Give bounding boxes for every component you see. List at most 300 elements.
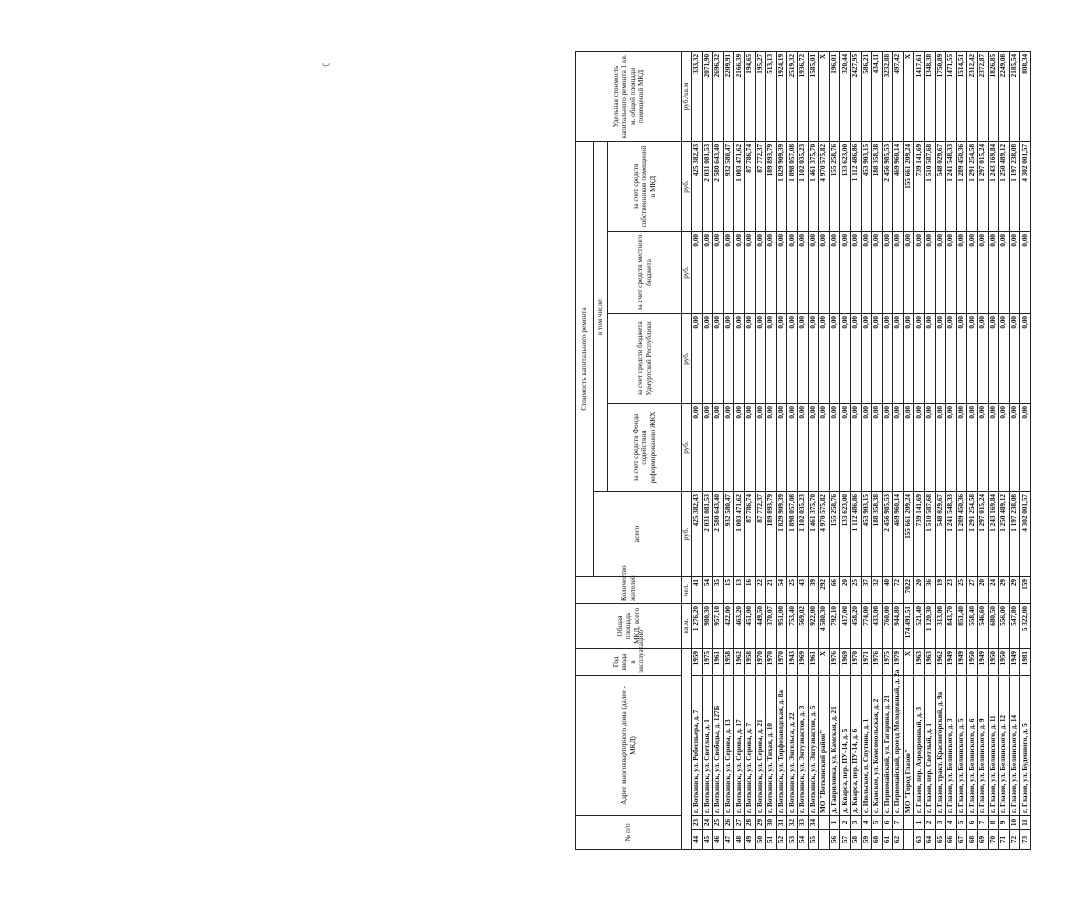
subtotal-row (766, 51, 777, 849)
cell-rep: 0,00 (914, 313, 925, 403)
unit-area: кв.м. (682, 603, 692, 648)
cell-total: 1 289 450,36 (956, 491, 967, 576)
cell-unit: 1826,85 (988, 51, 999, 141)
cell-rep: 0,00 (988, 313, 999, 403)
cell-year: 1961 (713, 648, 724, 675)
cell-addr: г. Глазов, ул. Белинского, д. 11 (988, 675, 999, 815)
cell-k (819, 815, 830, 829)
cell-rep: 0,00 (734, 313, 745, 403)
cell-n: 64 (925, 830, 936, 850)
cell-year: 1963 (914, 648, 925, 675)
cell-own: 1 461 375,70 (808, 141, 819, 231)
cell-rep: 0,00 (776, 313, 787, 403)
cell-n: 51 (766, 830, 777, 850)
cell-unit: 2185,54 (1009, 51, 1020, 141)
cell-res: 32 (872, 576, 883, 603)
cell-addr: г. Воткинск, ул. Энтузиастов, д. 3 (797, 675, 808, 815)
subtotal-row (692, 51, 703, 849)
cell-rep: 0,00 (935, 313, 946, 403)
cell-n: 60 (872, 830, 883, 850)
cell-n: 58 (850, 830, 861, 850)
cell-unit: 196,01 (829, 51, 840, 141)
cell-loc: 0,00 (755, 231, 766, 313)
cell-year: 1981 (1020, 648, 1031, 675)
cell-rep: 0,00 (925, 313, 936, 403)
cell-year: 1970 (850, 648, 861, 675)
cell-k: 32 (787, 815, 798, 829)
cell-area: 313,00 (935, 603, 946, 648)
cell-own: 155 661 209,24 (903, 141, 914, 231)
cell-k: 11 (1020, 815, 1031, 829)
cell-year: 1959 (692, 648, 703, 675)
cell-rep: 0,00 (967, 313, 978, 403)
unit-republic: руб. (682, 313, 692, 403)
cell-area: 569,02 (797, 603, 808, 648)
cell-fund: 0,00 (872, 403, 883, 491)
cell-unit: 1750,89 (935, 51, 946, 141)
cell-total: 189 893,79 (766, 491, 777, 576)
cell-total: 1 112 486,86 (850, 491, 861, 576)
subtotal-row (882, 51, 893, 849)
cell-rep: 0,00 (1020, 313, 1031, 403)
cell-res: 41 (692, 576, 703, 603)
cell-unit: 2519,32 (787, 51, 798, 141)
cell-n (819, 830, 830, 850)
cell-addr: г. Воткинск, ул. Торфозаводская, д. 8а (776, 675, 787, 815)
cell-addr: г. Воткинск, ул. Светлая, д. 1 (702, 675, 713, 815)
cell-n: 55 (808, 830, 819, 850)
cell-total: 2 580 643,40 (713, 491, 724, 576)
cell-res: 23 (946, 576, 957, 603)
cell-fund: 0,00 (925, 403, 936, 491)
subtotal-row (776, 51, 787, 849)
cell-rep: 0,00 (787, 313, 798, 403)
cell-total: 4 970 575,82 (819, 491, 830, 576)
subtotal-row (988, 51, 999, 849)
cell-k: 23 (692, 815, 703, 829)
cell-loc: 0,00 (766, 231, 777, 313)
cell-res: 27 (967, 576, 978, 603)
cell-year: 1958 (744, 648, 755, 675)
col-header-year: Год ввода в эксплуатацию (576, 648, 682, 675)
cell-unit: 2312,42 (967, 51, 978, 141)
cell-total: 1 250 489,12 (999, 491, 1010, 576)
cell-addr: г. Глазов, ул. Белинского, д. 5 (956, 675, 967, 815)
cell-total: 155 258,76 (829, 491, 840, 576)
cell-area: 922,00 (808, 603, 819, 648)
cell-year: 1961 (808, 648, 819, 675)
cell-unit: 1514,51 (956, 51, 967, 141)
cell-rep: 0,00 (713, 313, 724, 403)
cell-year: 1970 (776, 648, 787, 675)
cell-total: 469 960,14 (893, 491, 904, 576)
subtotal-row (797, 51, 808, 849)
cell-loc: 0,00 (787, 231, 798, 313)
units-spacer (682, 648, 692, 849)
cell-total: 4 302 001,57 (1020, 491, 1031, 576)
cell-loc: 0,00 (999, 231, 1010, 313)
cell-k: 4 (946, 815, 957, 829)
cell-area: 558,40 (967, 603, 978, 648)
cell-res: 29 (999, 576, 1010, 603)
cell-addr: д. Кварса, пер. ПУ-14, д. 5 (840, 675, 851, 815)
stray-mark: ب (322, 58, 331, 68)
cell-own: 932 580,47 (723, 141, 734, 231)
cell-addr: д. Кварса, пер. ПУ-14, д. 6 (850, 675, 861, 815)
cell-unit: 808,34 (1020, 51, 1031, 141)
col-header-area: Общая площадь МКД, всего (576, 603, 682, 648)
cell-area: 556,00 (999, 603, 1010, 648)
cell-fund: 0,00 (692, 403, 703, 491)
cell-year: 1975 (882, 648, 893, 675)
cell-addr: г. Глазов, тракт. Красногорский, д. 9а (935, 675, 946, 815)
cell-own: 1 829 909,39 (776, 141, 787, 231)
cell-loc: 0,00 (840, 231, 851, 313)
cell-addr: г. Глазов, ул. Буденного, д. 5 (1020, 675, 1031, 815)
cell-addr: г. Воткинск, ул. Энтузиастов, д. 5 (808, 675, 819, 815)
subtotal-row (850, 51, 861, 849)
cell-n: 50 (755, 830, 766, 850)
cell-total: 548 029,67 (935, 491, 946, 576)
cell-year: 1949 (946, 648, 957, 675)
cell-total: 1 898 057,08 (787, 491, 798, 576)
cell-addr: г. Воткинск, ул. Серова, д. 7 (744, 675, 755, 815)
cell-loc: 0,00 (702, 231, 713, 313)
unit-residents: чел. (682, 576, 692, 603)
cell-addr: г. Воткинск, ул. Серова, д. 17 (734, 675, 745, 815)
cell-k (903, 815, 914, 829)
cell-rep: 0,00 (755, 313, 766, 403)
cell-loc: 0,00 (797, 231, 808, 313)
cell-year: 1958 (723, 648, 734, 675)
cell-area: 417,00 (840, 603, 851, 648)
cell-area: 433,00 (872, 603, 883, 648)
cell-own: 4 302 001,57 (1020, 141, 1031, 231)
cell-loc: 0,00 (861, 231, 872, 313)
cell-area: 957,10 (713, 603, 724, 648)
cell-total: 1 243 169,84 (988, 491, 999, 576)
subtotal-row (734, 51, 745, 849)
subtotal-row (893, 51, 904, 849)
cell-area: 521,40 (914, 603, 925, 648)
cell-n: 68 (967, 830, 978, 850)
cell-n: 57 (840, 830, 851, 850)
cell-area: 760,00 (882, 603, 893, 648)
cell-total: 1 291 254,58 (967, 491, 978, 576)
cell-rep: 0,00 (702, 313, 713, 403)
cell-rep: 0,00 (872, 313, 883, 403)
cell-res: 20 (840, 576, 851, 603)
cell-fund: 0,00 (787, 403, 798, 491)
cell-addr: д. Гавриловка, ул. Камская, д. 21 (829, 675, 840, 815)
cell-loc: 0,00 (925, 231, 936, 313)
cell-loc: 0,00 (893, 231, 904, 313)
cell-rep: 0,00 (808, 313, 819, 403)
cell-res: 54 (776, 576, 787, 603)
cell-rep: 0,00 (861, 313, 872, 403)
cell-area: 980,30 (702, 603, 713, 648)
cell-k: 2 (840, 815, 851, 829)
cell-rep: 0,00 (744, 313, 755, 403)
subtotal-row (903, 51, 914, 849)
cell-total: 2 031 081,53 (702, 491, 713, 576)
cell-addr: г. Воткинск, ул. Энгельса, д. 22 (787, 675, 798, 815)
cell-res: 36 (925, 576, 936, 603)
col-header-no: № п/п (576, 815, 682, 849)
cell-year: X (819, 648, 830, 675)
cell-loc: 0,00 (914, 231, 925, 313)
cell-res: 54 (702, 576, 713, 603)
cell-fund: 0,00 (840, 403, 851, 491)
cell-fund: 0,00 (776, 403, 787, 491)
cell-total: 425 382,43 (692, 491, 703, 576)
cell-unit: 434,11 (872, 51, 883, 141)
cell-addr: с. Первомайский, проезд Молодежный, д. 2а (893, 675, 904, 815)
cell-n: 73 (1020, 830, 1031, 850)
col-header-cost-group: Стоимость капитального ремонта (576, 141, 594, 576)
cell-fund: 0,00 (829, 403, 840, 491)
cell-year: 1962 (935, 648, 946, 675)
cell-fund: 0,00 (850, 403, 861, 491)
cell-total: 739 141,69 (914, 491, 925, 576)
col-header-owners: за счет средств собственников помещений в МКД (608, 141, 682, 231)
cell-res: 29 (1009, 576, 1020, 603)
cell-addr: г. Воткинск, ул. Серова, д. 21 (755, 675, 766, 815)
cell-own: 1 241 548,33 (946, 141, 957, 231)
cell-total: 1 241 548,33 (946, 491, 957, 576)
cell-k: 33 (797, 815, 808, 829)
cell-rep: 0,00 (1009, 313, 1020, 403)
cell-loc: 0,00 (744, 231, 755, 313)
cell-total: 1 102 035,23 (797, 491, 808, 576)
cell-own: 1 510 587,68 (925, 141, 936, 231)
cell-n: 71 (999, 830, 1010, 850)
cell-addr: г. Глазов, пер. Светлый, д. 1 (925, 675, 936, 815)
cell-total: 1 461 375,70 (808, 491, 819, 576)
subtotal-row (999, 51, 1010, 849)
cell-area: 680,50 (988, 603, 999, 648)
cell-fund: 0,00 (713, 403, 724, 491)
cell-k: 7 (893, 815, 904, 829)
cell-fund: 0,00 (797, 403, 808, 491)
cell-fund: 0,00 (893, 403, 904, 491)
cell-fund: 0,00 (819, 403, 830, 491)
cell-res: 15 (723, 576, 734, 603)
col-header-residents: Количество жителей (576, 576, 682, 603)
cell-k: 24 (702, 815, 713, 829)
subtotal-row (713, 51, 724, 849)
cell-year: 1963 (925, 648, 936, 675)
cell-unit: 195,27 (755, 51, 766, 141)
cell-year: 1969 (797, 648, 808, 675)
cell-n: 62 (893, 830, 904, 850)
col-header-total: всего (594, 491, 682, 576)
cell-unit: X (903, 51, 914, 141)
cell-own: 133 623,00 (840, 141, 851, 231)
cell-own: 155 258,76 (829, 141, 840, 231)
cell-n: 45 (702, 830, 713, 850)
cell-area: 951,00 (776, 603, 787, 648)
cell-own: 2 456 985,53 (882, 141, 893, 231)
cell-year: 1970 (766, 648, 777, 675)
cell-res: 20 (978, 576, 989, 603)
cell-year: 1950 (988, 648, 999, 675)
cell-area: 5 322,00 (1020, 603, 1031, 648)
cell-own: 1 250 489,12 (999, 141, 1010, 231)
cell-fund: 0,00 (744, 403, 755, 491)
cell-area: 753,40 (787, 603, 798, 648)
cell-rep: 0,00 (893, 313, 904, 403)
cell-res: 66 (829, 576, 840, 603)
cell-k: 1 (829, 815, 840, 829)
col-header-local: за счет средств местного бюджета (608, 231, 682, 313)
cell-area: 774,00 (861, 603, 872, 648)
unit-local: руб. (682, 231, 692, 313)
subtotal-row (840, 51, 851, 849)
table-body (692, 51, 1031, 849)
cell-fund: 0,00 (903, 403, 914, 491)
cell-unit: X (819, 51, 830, 141)
cell-year: 1950 (999, 648, 1010, 675)
cell-rep: 0,00 (723, 313, 734, 403)
cell-n: 56 (829, 830, 840, 850)
cell-own: 1 102 035,23 (797, 141, 808, 231)
cell-fund: 0,00 (935, 403, 946, 491)
cell-loc: 0,00 (692, 231, 703, 313)
cell-total: 188 358,38 (872, 491, 883, 576)
cell-fund: 0,00 (988, 403, 999, 491)
subtotal-row (819, 51, 830, 849)
cell-res: 20 (914, 576, 925, 603)
cell-year: 1979 (893, 648, 904, 675)
cell-loc: 0,00 (946, 231, 957, 313)
cell-loc: 0,00 (956, 231, 967, 313)
subtotal-row (861, 51, 872, 849)
cell-fund: 0,00 (999, 403, 1010, 491)
subtotal-row (702, 51, 713, 849)
cell-res: 22 (755, 576, 766, 603)
cell-n: 52 (776, 830, 787, 850)
cell-rep: 0,00 (840, 313, 851, 403)
cell-rep: 0,00 (850, 313, 861, 403)
cell-addr: г. Воткинск, ул. Свободы, д. 127Б (713, 675, 724, 815)
cell-own: 2 031 081,53 (702, 141, 713, 231)
cell-k: 27 (734, 815, 745, 829)
cell-n: 59 (861, 830, 872, 850)
cell-rep: 0,00 (797, 313, 808, 403)
cell-fund: 0,00 (967, 403, 978, 491)
cell-unit: 513,13 (766, 51, 777, 141)
cell-res: 13 (734, 576, 745, 603)
cell-unit: 333,32 (692, 51, 703, 141)
cell-addr: с. Камское, ул. Комсомольская, д. 2 (872, 675, 883, 815)
cell-area: 458,20 (850, 603, 861, 648)
unit-unit-cost: руб./кв.м (682, 51, 692, 141)
cell-year: 1949 (956, 648, 967, 675)
col-header-unit-cost: Удельная стоимость капитального ремонта 1 кв. м. общей площади помещений МКД (576, 51, 682, 141)
cell-addr: г. Глазов, ул. Белинского, д. 6 (967, 675, 978, 815)
cell-fund: 0,00 (808, 403, 819, 491)
cell-n: 65 (935, 830, 946, 850)
cell-loc: 0,00 (734, 231, 745, 313)
cell-own: 1 898 057,08 (787, 141, 798, 231)
cell-own: 87 772,37 (755, 141, 766, 231)
cell-unit: 2249,08 (999, 51, 1010, 141)
cell-k: 5 (956, 815, 967, 829)
cell-own: 2 580 643,40 (713, 141, 724, 231)
subtotal-row (787, 51, 798, 849)
subtotal-row (967, 51, 978, 849)
cell-year: 1962 (734, 648, 745, 675)
cell-k: 34 (808, 815, 819, 829)
cell-k: 29 (755, 815, 766, 829)
cell-loc: 0,00 (808, 231, 819, 313)
cell-n: 61 (882, 830, 893, 850)
cell-unit: 194,65 (744, 51, 755, 141)
cell-year: 1950 (967, 648, 978, 675)
cell-n: 66 (946, 830, 957, 850)
cell-n: 48 (734, 830, 745, 850)
cell-unit: 586,21 (861, 51, 872, 141)
cell-addr: с. Июльское, п. Спутник, д. 1 (861, 675, 872, 815)
cell-k: 30 (766, 815, 777, 829)
cell-area: 1 120,30 (925, 603, 936, 648)
cell-fund: 0,00 (734, 403, 745, 491)
cell-unit: 1924,19 (776, 51, 787, 141)
cell-rep: 0,00 (978, 313, 989, 403)
cell-area: 174 491,51 (903, 603, 914, 648)
cell-fund: 0,00 (882, 403, 893, 491)
cell-loc: 0,00 (1009, 231, 1020, 313)
cell-n: 46 (713, 830, 724, 850)
cell-n: 72 (1009, 830, 1020, 850)
cell-loc: 0,00 (829, 231, 840, 313)
cell-total: 87 786,74 (744, 491, 755, 576)
cell-fund: 0,00 (914, 403, 925, 491)
subtotal-row (808, 51, 819, 849)
cell-total: 1 829 909,39 (776, 491, 787, 576)
cell-k: 3 (850, 815, 861, 829)
subtotal-row (925, 51, 936, 849)
col-header-incl: в том числе: (594, 141, 608, 491)
cell-k: 3 (935, 815, 946, 829)
cell-res: 292 (819, 576, 830, 603)
subtotal-row (1020, 51, 1031, 849)
cell-own: 453 903,15 (861, 141, 872, 231)
subtotal-row (935, 51, 946, 849)
cell-res: 35 (713, 576, 724, 603)
cell-res: 25 (956, 576, 967, 603)
cell-unit: 2427,95 (850, 51, 861, 141)
subtotal-row (723, 51, 734, 849)
cell-own: 1 243 169,84 (988, 141, 999, 231)
cell-k: 2 (925, 815, 936, 829)
cell-addr: МО "Город Глазов" (903, 675, 914, 815)
cell-own: 548 029,67 (935, 141, 946, 231)
cell-year: 1976 (829, 648, 840, 675)
cell-k: 7 (978, 815, 989, 829)
cell-year: 1949 (978, 648, 989, 675)
cell-area: 449,50 (755, 603, 766, 648)
cell-unit: 2696,32 (713, 51, 724, 141)
subtotal-row (872, 51, 883, 849)
cell-fund: 0,00 (702, 403, 713, 491)
repair-cost-table (575, 51, 1031, 850)
cell-area: 463,20 (734, 603, 745, 648)
cell-k: 6 (967, 815, 978, 829)
cell-res: 16 (744, 576, 755, 603)
cell-n (903, 830, 914, 850)
